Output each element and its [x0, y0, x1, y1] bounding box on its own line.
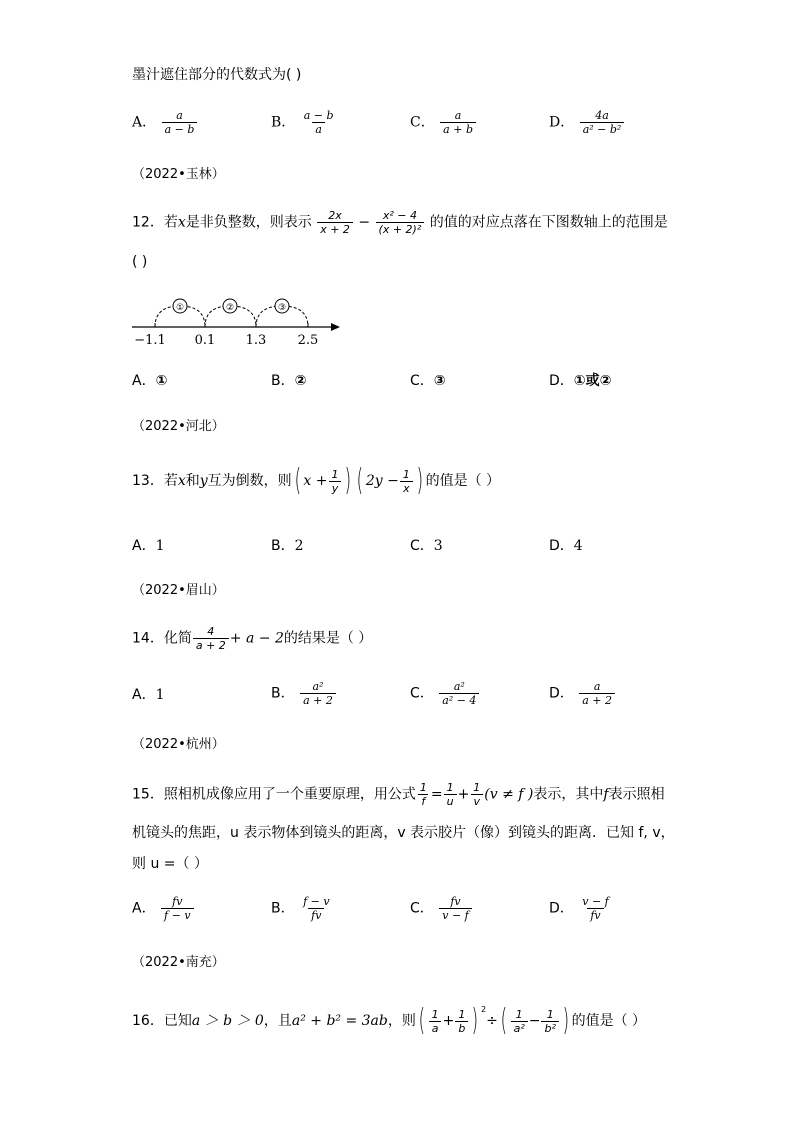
q15-stem-line1: 15．照相机成像应用了一个重要原理，用公式 $\frac{1}{f}$ = $\frac{1}{u}$ + $\frac{1}{v}$ (v ≠ f )表示，其中f表示照相 [132, 781, 665, 808]
tick-label: 0.1 [194, 333, 216, 348]
tick-label: 1.3 [245, 333, 267, 348]
q12-option-a: A．① [132, 373, 168, 389]
q12-source: （2022•河北） [132, 419, 225, 434]
q12-stem: 12．若x是非负整数，则表示 $\frac{2x}{x + 2}$ − $\frac{\text{x² − 4}}{\text{(x + 2)²}}$ 的值的对应点落在下图数轴上的范围是 [132, 209, 668, 236]
q11-option-c: C． $\frac{a}{a + b}$ [410, 110, 477, 135]
q12-paren: ( ) [132, 254, 148, 270]
q12-option-c: C．③ [410, 373, 446, 389]
q12-option-d: D．①或② [549, 373, 612, 389]
q14-option-c: C． $\frac{\text{a²}}{\text{a² − 4}}$ [410, 681, 480, 706]
q13-option-b: B．2 [271, 538, 304, 554]
q13-stem: 13．若x和y互为倒数，则( x + $\frac{1}{y}$ ) ( 2y − $\frac{1}{x}$ ) 的值是（ ） [132, 463, 501, 498]
q13-option-d: D．4 [549, 538, 583, 554]
q11-source: （2022•玉林） [132, 167, 225, 182]
q13-source: （2022•眉山） [132, 583, 225, 598]
number-line-arrow [331, 323, 340, 331]
region-label: ① [175, 303, 185, 313]
q11-option-b: B． $\frac{a - b}{a}$ [271, 109, 334, 136]
q15-option-d: D． $\frac{v - f}{fv}$ [549, 895, 609, 922]
q11-stem-tail: 墨汁遮住部分的代数式为( ) [132, 67, 302, 83]
q14-option-a: A．1 [132, 687, 165, 703]
q15-option-c: C． $\frac{fv}{v - f}$ [410, 896, 473, 921]
q15-option-b: B． $\frac{f - v}{fv}$ [271, 895, 330, 922]
q15-source: （2022•南充） [132, 955, 225, 970]
q15-stem-line3: 则 u =（ ） [132, 856, 208, 872]
q12-option-b: B．② [271, 373, 307, 389]
q11-option-a: A． $\frac{a}{a - b}$ [132, 110, 198, 135]
q11-option-d: D． $\frac{4a}{\text{a² − b²}}$ [549, 110, 625, 135]
region-label: ② [225, 303, 235, 313]
q15-stem-line2: 机镜头的焦距，u 表示物体到镜头的距离，v 表示胶片（像）到镜头的距离．已知 f, v， [132, 825, 675, 841]
tick-label: −1.1 [134, 333, 166, 348]
q14-source: （2022•杭州） [132, 737, 225, 752]
q12-number-line [128, 292, 348, 348]
q15-option-a: A． $\frac{fv}{f - v}$ [132, 896, 195, 921]
q16-stem: 16．已知a ＞ b ＞ 0，且a² + b² = 3ab，则( $\frac{1}{a}$ + $\frac{1}{b}$ ) $^2$÷( $\frac{1}{\text{a²}}$ − $\frac{1}{\text{b²}}$ ) 的值是（ ） [132, 1003, 647, 1038]
q14-option-d: D． $\frac{a}{a + 2}$ [549, 681, 616, 706]
q13-option-a: A．1 [132, 538, 165, 554]
q14-stem: 14．化简 $\frac{4}{a + 2}$ + a − 2的结果是（ ） [132, 625, 373, 652]
q13-option-c: C．3 [410, 538, 443, 554]
q14-option-b: B． $\frac{\text{a²}}{a + 2}$ [271, 681, 337, 706]
region-label: ③ [277, 303, 287, 313]
tick-label: 2.5 [297, 333, 319, 348]
